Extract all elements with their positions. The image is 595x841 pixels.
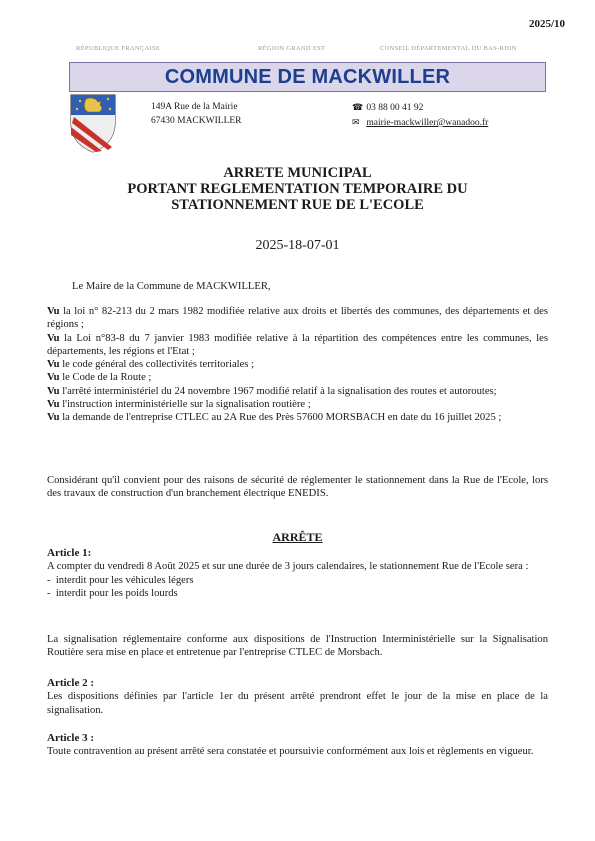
list-item: - interdit pour les poids lourds	[47, 587, 178, 599]
document-title	[0, 165, 595, 213]
commune-name: COMMUNE DE MACKWILLER	[164, 66, 451, 88]
visa-item: Vu l'arrêté interministériel du 24 novembre 1967 modifié relatif à la signalisation des routes et autoroutes;	[47, 385, 497, 397]
commune-banner	[69, 62, 546, 92]
article-3-heading: Article 3 :	[47, 732, 95, 744]
article-1-text: A compter du vendredi 8 Août 2025 et sur une durée de 3 jours calendaires, le stationnement Rue de l'Ecole sera :	[47, 561, 529, 573]
visa-item: Vu le Code de la Route ;	[47, 372, 152, 384]
arrete-reference: 2025-18-07-01	[255, 238, 340, 253]
republique-label: RÉPUBLIQUE FRANÇAISE	[76, 45, 161, 52]
coat-of-arms-icon	[68, 93, 118, 153]
considerant-paragraph: Considérant qu'il convient pour des raisons de sécurité de réglementer le stationnement dans la Rue de l'Ecole, lors des travaux de construction d'un branchement électrique ENEDIS.	[47, 475, 548, 500]
visa-item: Vu le code général des collectivités territoriales ;	[47, 359, 255, 371]
signalisation-paragraph: La signalisation réglementaire conforme aux dispositions de l'Instruction Interministérielle sur la Signalisation Routière sera mise en place et entretenue par l'entreprise CTLEC de Morsbach.	[47, 634, 548, 659]
title-line-3: STATIONNEMENT RUE DE L'ECOLE	[171, 197, 424, 213]
title-line-1: ARRETE MUNICIPAL	[223, 165, 372, 181]
visa-item: Vu l'instruction interministérielle sur la signalisation routière ;	[47, 399, 311, 411]
article-2-text: Les dispositions définies par l'article 1er du présent arrêté prendront effet le jour de la mise en place de la signalisation.	[47, 691, 548, 716]
address-block	[151, 100, 242, 128]
visa-item: Vu la Loi n°83-8 du 7 janvier 1983 modifiée relative à la répartition des compétences entre les communes, les départements, les régions et l'Etat ;	[47, 332, 548, 357]
intro-line: Le Maire de la Commune de MACKWILLER,	[72, 281, 271, 292]
phone-line	[352, 100, 488, 115]
phone-icon: ☎	[352, 102, 364, 112]
visas-block	[47, 305, 548, 425]
title-line-2: PORTANT REGLEMENTATION TEMPORAIRE DU	[127, 181, 468, 197]
document-number: 2025/10	[528, 18, 565, 30]
list-item: - interdit pour les véhicules légers	[47, 574, 194, 586]
contact-block	[352, 100, 488, 130]
email-link[interactable]: mairie-mackwiller@wanadoo.fr	[366, 118, 489, 128]
visa-item: Vu la loi n° 82-213 du 2 mars 1982 modifiée relative aux droits et libertés des communes, des départements et des régions ;	[47, 306, 548, 331]
article-1-list	[47, 574, 548, 601]
article-2	[47, 677, 548, 717]
article-1	[47, 547, 548, 600]
address-street: 149A Rue de la Mairie	[151, 102, 238, 112]
article-3-text: Toute contravention au présent arrêté sera constatée et poursuivie conformément aux lois et règlements en vigueur.	[47, 746, 534, 758]
email-line	[352, 115, 488, 130]
address-city: 67430 MACKWILLER	[151, 116, 242, 126]
envelope-icon: ✉	[352, 117, 360, 127]
article-2-heading: Article 2 :	[47, 677, 95, 689]
article-1-heading: Article 1:	[47, 547, 92, 559]
arrete-heading: ARRÊTE	[272, 530, 323, 544]
region-label: RÉGION GRAND EST	[258, 45, 326, 52]
departement-label: CONSEIL DÉPARTEMENTAL DU BAS-RHIN	[380, 45, 517, 52]
visa-item: Vu la demande de l'entreprise CTLEC au 2A Rue des Près 57600 MORSBACH en date du 16 juillet 2025 ;	[47, 412, 502, 424]
phone-number: 03 88 00 41 92	[366, 103, 424, 113]
article-3	[47, 732, 548, 759]
